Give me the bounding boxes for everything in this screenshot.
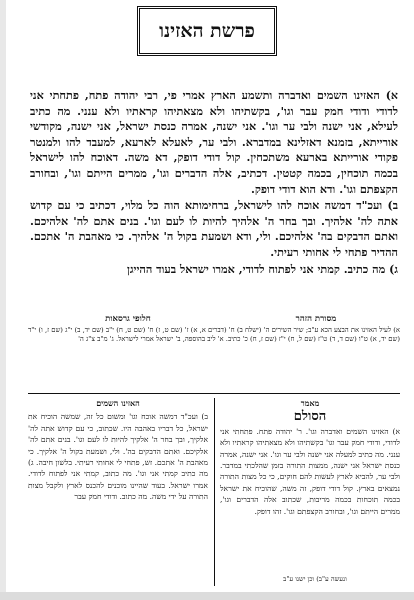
sources-text: א) לעיל האזינו את הבצע הכא ע"ב; שיר השירים ה' (ישלח ב) ח' (דברים א, א) ז' (שם ט, ז) ח' (שם ט, ח) י"ב (שם יד, ב) י"ג (שם ז, ו) י"ד (שם יד, א) ט"ו (שם ד, ד) ט"ז (שם ל, ח) י"ז (שם ז, ח) כ' כתיב. א' ליב בהוספה, ב' ישראל אמרי לישראל. ג' מ"ב צ"ג ה' (28, 326, 400, 344)
sources-notes (28, 326, 400, 345)
page-title-box (137, 6, 277, 56)
main-zohar-text (30, 88, 398, 278)
haazinu-heading: האזינו השמים (96, 398, 140, 408)
scan-left-edge (0, 0, 6, 600)
sulam-heading: הסולם (293, 409, 327, 425)
paragraph-text: מה כתיב. קמתי אני לפתוח לדודי, אמרו ישראל בעוד ההייגן (126, 261, 386, 276)
left-column-text: ב) ועכ"ד דמשה אוכח וגו' ומשום כל זה, שמשה הוכיח את ישראל, כל דבריו באהבה היו. שכתוב, כי עם קדוש אתה לה' אלקיך, ובך בחר ה' אלקיך להיות לו לעם וגו'. בנים אתם לה' אלקיכם. ואתם הדבקים בה'. ולי, ושמעת בקול ה' אלקיך. כי מאהבת ה' אתכם. זש, פתחי לי אחותי רעיתי. בלשון חיבה. ג) מה כתיב קמתי אני וגו'. מה כתוב, קמתי אני לפתוח לדודי. אמרו ישראל. בעוד שהיינו מוכנים להכנס לארץ ולקבל מצות התורה על ידי משה. מה כתוב. ודודי חמק עבר (28, 412, 208, 502)
footer-note: ונעשה ע"ב) וכן ישנו ע"ב (283, 575, 347, 583)
paragraph-2 (30, 198, 398, 260)
alt-versions-label: חלופי גרסאות (105, 314, 151, 324)
versions-label: מסורת הזהר (295, 314, 337, 324)
sulam-left-column (28, 398, 208, 503)
paragraph-3 (30, 262, 398, 278)
paragraph-text: האזינו השמים ואדברה ותשמע הארץ אמרי פי, רבי יהודה פתח, פתחתי אני לדודי ודודי חמק עבר וגו', בקשתיהו ולא מצאתיהו קראתיו ולא ענני. מה כתיב לעילא, אני ישנה ולבי ער וגו'. אני ישנה, אמרה כנסת ישראל, אני ישנה, מקודשי אורייתא, בזמנא דאזלינא במדברא. ולבי ער, לאעלא לארעא, למעבד להו ולמנטר פקודי אורייתא בארעא משתכחין. קול דודי דופק, דא משה. דאוכח להו לישראל בכמה תוכחין, בכמה קטטין. דכתיב, אלה הדברים וגו', ממרים הייתם וגו', ובחורב הקצפתם וגו'. ודא הוא דודי דופק. (30, 88, 398, 196)
right-column-text: א) האזינו השמים ואדברה וגו'. ר' יהודה פתח. פתחתי אני לדודי, ודודי חמק עבר וגו' בקשתיהו ולא מצאתיהו קראתיו ולא ענני. מה כתיב למעלה אני ישנה ולבי ער וגו'. אני ישנה, אמרה כנסת ישראל אני ישנה, ממצות התורה בזמן שהלכתי במדבר. ולבי ער, להביא לארץ לעשות להם חוקים, כי כל מצות התורה נמצאים בארץ. קול דודי דופק, זה משה, שהוכיח את ישראל בכמה תוכחות בכמה מריבות, שכתוב אלה הדברים וגו', ממרים הייתם וגו', ובחורב הקצפתם וגו'. זהו דופק. (220, 426, 400, 516)
scan-bottom-edge (0, 592, 414, 600)
paragraph-marker: ג) (389, 262, 398, 276)
paragraph-marker: ב) (387, 199, 398, 213)
paragraph-text: ועכ"ד דמשה אוכח להו לישראל, ברחימותא הוה כל מלוי, דכתיב כי עם קדוש אתה לה' אלהיך. ובך בחר ה' אלהיך להיות לו לעם וגו'. בנים אתם לה' אלהיכם. ואתם הדבקים בה' אלהיכם. ולי, ודא ושמעת בקול ה' אלהיך. כי מאהבת ה' אתכם. ההדיר פתחי לי אחותי רעיתי. (30, 198, 398, 259)
page-title: פרשת האזינו (159, 19, 255, 42)
maamar-heading: מאמר (300, 398, 320, 408)
sulam-right-column (220, 398, 400, 517)
divider-line (28, 393, 400, 394)
column-divider (214, 398, 215, 586)
paragraph-1 (30, 88, 398, 197)
paragraph-marker: א) (385, 89, 398, 102)
